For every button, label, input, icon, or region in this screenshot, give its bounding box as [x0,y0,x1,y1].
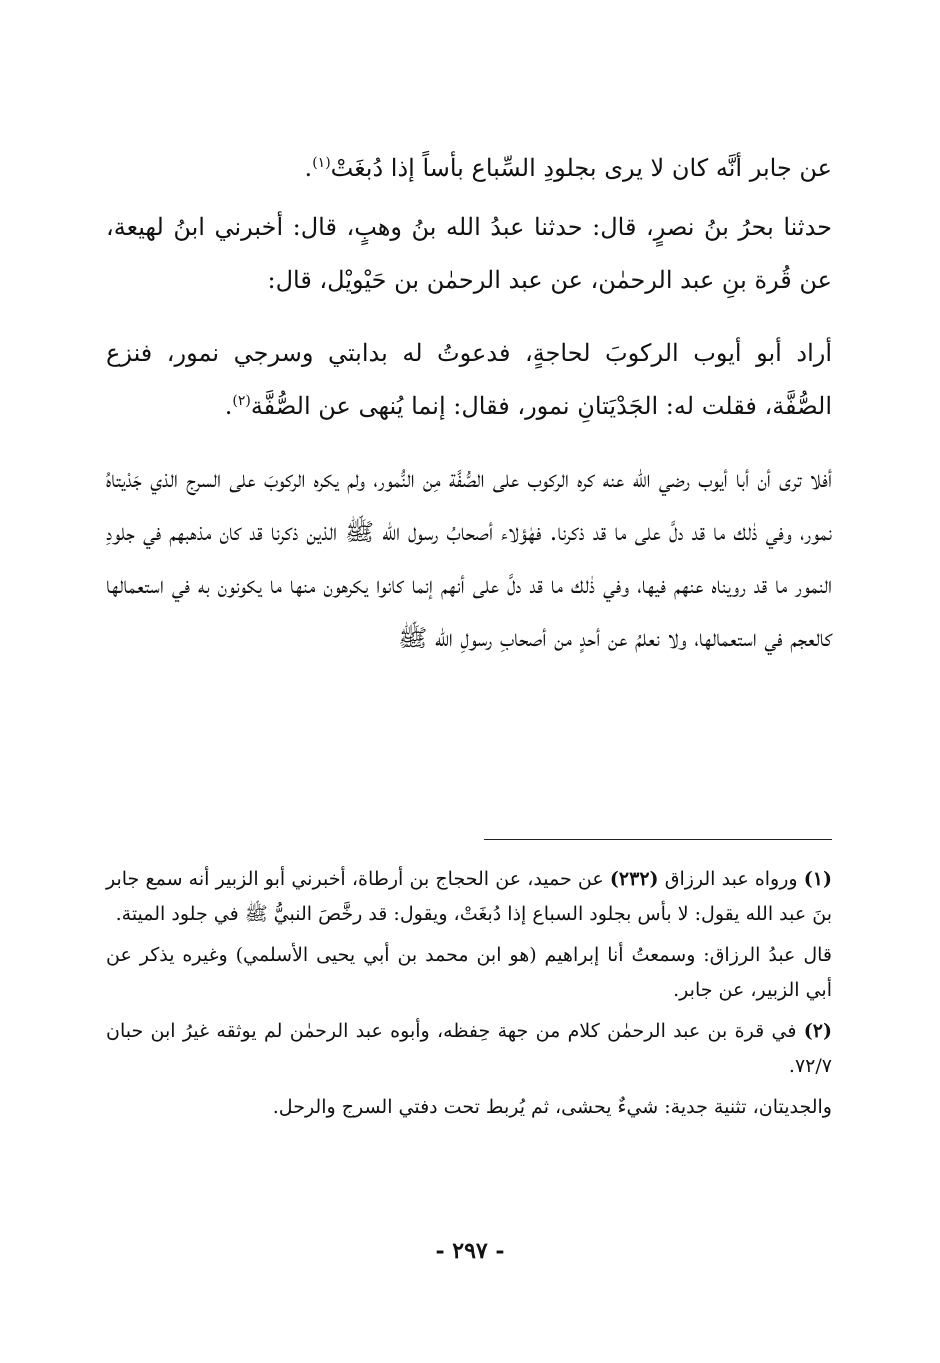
footnote-marker-2: (٢) [232,393,251,409]
footnote-marker-1: (١) [312,155,331,171]
footnote-1-continuation: قال عبدُ الرزاق: وسمعتُ أنا إبراهيم (هو ابن محمد بن أبي يحيى الأسلمي) وغيره يذكر عن أبي الزبير، عن جابر. [106,944,832,1001]
page-number: - ٢٩٧ - [435,1238,505,1264]
footnote-2-body: في قرة بن عبد الرحمٰن كلام من جهة حِفظه، وأبوه عبد الرحمٰن لم يوثقه غيرُ ابن حبان ٧٢/٧. [106,1020,832,1077]
footnote-1-reference: (٢٣٢) [609,868,659,890]
paragraph-1-text: عن جابر أنَّه كان لا يرى بجلودِ السِّباع بأساً إذا دُبغَتْ [330,154,832,182]
footnote-1-body: عن حميد، عن الحجاج بن أرطاة، أخبرني أبو الزبير أنه سمع جابر بنَ عبد الله يقول: لا بأس بجلود السباع إذا دُبغَتْ، ويقول: قد رخَّصَ النبيُّ ﷺ في جلود الميتة. [106,868,832,925]
paragraph-3-end: . [224,392,233,420]
footnote-1-number: (١) [803,868,832,890]
footnote-separator [484,839,832,840]
paragraph-1 [106,142,832,195]
main-text [106,142,832,665]
paragraph-4: أفلا ترى أن أبا أيوب رضي الله عنه كره الركوب على الصُّفَّة مِن النُّمور، ولم يكره الركوبَ على السرج الذي جَدْيتاهُ نمور، وفي ذٰلك ما قد دلَّ على ما قد ذكرنا. فهٰؤلاء أصحابُ رسول الله ﷺ الذين ذكرنا قد كان مذهبهم في جلودِ النمور ما قد رويناه عنهم فيها، وفي ذٰلك ما قد دلَّ على أنهم إنما كانوا يكرهون منها ما يكونون به في استعمالها كالعجم في استعمالها، ولا نعلمُ عن أحدٍ من أصحابِ رسولِ الله ﷺ [106,465,832,652]
footnotes [106,862,832,1125]
footnote-2 [106,1014,832,1084]
paragraph-3 [106,327,832,433]
paragraph-3-text: أراد أبو أيوب الركوبَ لحاجةٍ، فدعوتُ له بدابتي وسرجي نمور، فنزع الصُّفَّة، فقلت له: الجَدْيَتانِ نمور، فقال: إنما يُنهى عن الصُّفَّة [106,339,832,420]
paragraph-2: حدثنا بحرُ بنُ نصرٍ، قال: حدثنا عبدُ الله بنُ وهبٍ، قال: أخبرني ابنُ لهيعة، عن قُرة بنِ عبد الرحمٰن، عن عبد الرحمٰن بن حَيْويْل، قال: [106,213,832,294]
footnote-2-continuation: والجديتان، تثنية جدية: شيءٌ يحشى، ثم يُربط تحت دفتي السرج والرحل. [272,1096,832,1118]
footnote-1 [106,862,832,932]
footnote-2-number: (٢) [803,1020,832,1042]
paragraph-1-end: . [304,154,313,182]
footnote-1-intro: ورواه عبد الرزاق [664,868,798,890]
